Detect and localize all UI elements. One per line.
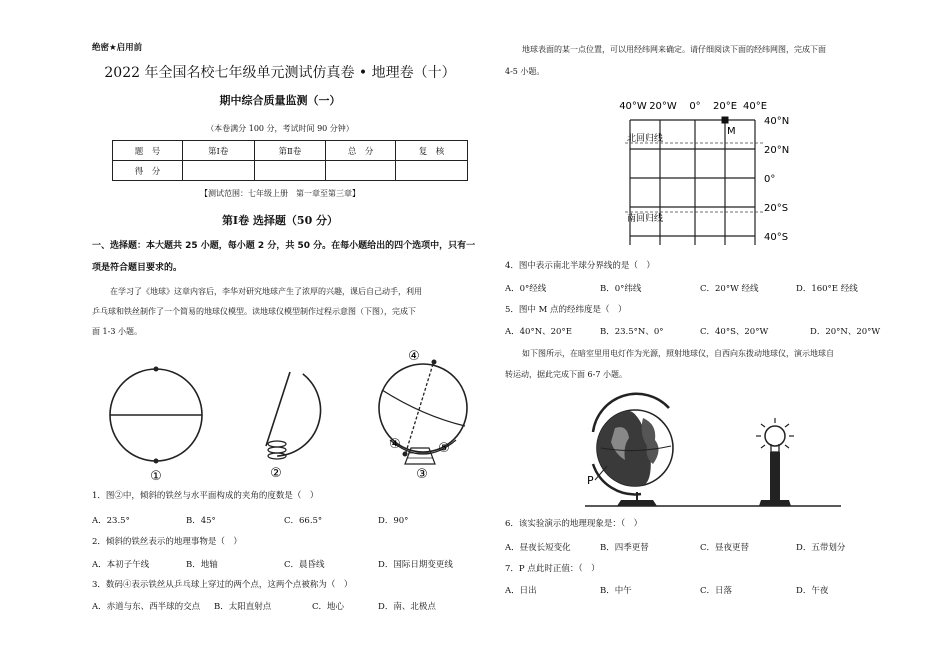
score-cell[interactable] (182, 161, 254, 181)
lat-label-20n: 20°N (764, 145, 790, 156)
q4-option-d[interactable]: D．160°E 经线 (796, 284, 858, 294)
q6-option-a[interactable]: A．昼夜长短变化 (505, 543, 571, 553)
q1-option-a[interactable]: A．23.5° (92, 516, 130, 526)
intro-line3: 面 1-3 小题。 (92, 327, 142, 336)
q5-option-a[interactable]: A．40°N、20°E (505, 327, 572, 337)
score-head-3: 总 分 (326, 141, 396, 161)
point-m-label: M (727, 126, 736, 137)
question-5-stem: 5．图中 M 点的经纬度是（ ） (505, 305, 627, 315)
score-table (112, 140, 468, 181)
q2-option-d[interactable]: D．国际日期变更线 (378, 560, 453, 570)
lon-label-40w: 40°W (619, 101, 647, 112)
globe (590, 394, 673, 506)
score-cell[interactable] (396, 161, 468, 181)
right-intro-line1: 地球表面的某一点位置，可以用经纬网来确定。请仔细阅读下面的经纬网图，完成下面 (522, 45, 826, 54)
step2-half-sphere (266, 372, 333, 466)
score-cell[interactable] (254, 161, 326, 181)
q6-option-c[interactable]: C．昼夜更替 (700, 543, 750, 553)
lat-long-grid-map (615, 90, 805, 250)
q7-option-b[interactable]: B．中午 (600, 586, 632, 596)
q1-option-c[interactable]: C．66.5° (284, 516, 323, 526)
lon-label-20e: 20°E (712, 101, 738, 112)
exam-note: （本卷满分 100 分，考试时间 90 分钟） (206, 124, 354, 133)
q4-option-b[interactable]: B．0°纬线 (600, 284, 642, 294)
instruction-line1: 一、选择题：本大题共 25 小题，每小题 2 分，共 50 分。在每小题给出的四个选项中，只有一 (92, 241, 476, 251)
lon-label-0: 0° (689, 101, 701, 112)
point-m-marker (722, 117, 729, 124)
globe-model-figure (100, 340, 480, 485)
question-6-stem: 6．该实验演示的地理现象是：（ ） (505, 519, 643, 529)
lamp (756, 418, 794, 506)
question-3-stem: 3．数码④表示铁丝从乒乓球上穿过的两个点，这两个点被称为（ ） (92, 580, 353, 590)
q4-option-c[interactable]: C．20°W 经线 (700, 284, 759, 294)
lon-label-20w: 20°W (649, 101, 677, 112)
figure1-label-5: ⑤ (438, 441, 450, 456)
secret-mark: 绝密★启用前 (92, 43, 143, 53)
point-p-label: P (587, 474, 594, 487)
question-4-stem: 4．图中表示南北半球分界线的是（ ） (505, 261, 655, 271)
score-head-2: 第Ⅱ卷 (254, 141, 326, 161)
latitude-labels (764, 116, 789, 243)
question-2-stem: 2．倾斜的铁丝表示的地理事物是（ ） (92, 537, 242, 547)
tropic-of-capricorn-label: 南回归线 (627, 214, 664, 224)
q7-option-d[interactable]: D．午夜 (796, 586, 829, 596)
right-intro-line2: 4-5 小题。 (505, 67, 545, 76)
q7-option-a[interactable]: A．日出 (505, 586, 537, 596)
q3-option-a[interactable]: A．赤道与东、西半球的交点 (92, 602, 201, 612)
right-intro2-line1: 如下图所示，在暗室里用电灯作为光源，照射地球仪，自西向东拨动地球仪，演示地球自 (522, 349, 834, 358)
q3-option-b[interactable]: B．太阳直射点 (214, 602, 272, 612)
figure1-label-3: ③ (416, 467, 428, 482)
q7-option-c[interactable]: C．日落 (700, 586, 733, 596)
step1-sphere (110, 367, 202, 464)
score-head-0: 题 号 (113, 141, 183, 161)
test-scope: 【测试范围：七年级上册 第一章至第三章】 (200, 189, 360, 198)
day-night-experiment-figure (585, 388, 845, 510)
intro-line1: 在学习了《地球》这章内容后，李华对研究地球产生了浓厚的兴趣，课后自己动手，利用 (110, 287, 422, 296)
longitude-labels (619, 101, 767, 112)
exam-subtitle: 期中综合质量监测（一） (219, 94, 341, 107)
q1-option-b[interactable]: B．45° (186, 516, 216, 526)
q5-option-b[interactable]: B．23.5°N、0° (600, 327, 664, 337)
figure1-label-2: ② (270, 466, 282, 481)
figure1-label-4-top: ④ (408, 349, 420, 364)
q2-option-b[interactable]: B．地轴 (186, 560, 218, 570)
lon-label-40e: 40°E (742, 101, 768, 112)
q5-option-c[interactable]: C．40°S、20°W (700, 327, 769, 337)
score-head-4: 复 核 (396, 141, 468, 161)
q4-option-a[interactable]: A．0°经线 (505, 284, 547, 294)
score-row-label: 得 分 (113, 161, 183, 181)
lat-label-40n: 40°N (764, 116, 790, 127)
tropic-of-cancer-label: 北回归线 (627, 134, 664, 144)
q3-option-c[interactable]: C．地心 (312, 602, 345, 612)
right-intro2-line2: 转运动，据此完成下面 6-7 小题。 (505, 370, 627, 379)
score-head-1: 第Ⅰ卷 (182, 141, 254, 161)
q6-option-b[interactable]: B．四季更替 (600, 543, 649, 553)
question-1-stem: 1．图②中，倾斜的铁丝与水平面构成的夹角的度数是（ ） (92, 491, 319, 501)
q2-option-a[interactable]: A．本初子午线 (92, 560, 150, 570)
figure1-label-4-bottom: ④ (389, 437, 401, 452)
figure1-label-1: ① (150, 469, 162, 484)
score-cell[interactable] (326, 161, 396, 181)
q1-option-d[interactable]: D．90° (378, 516, 409, 526)
intro-line2: 乒乓球和铁丝制作了一个简易的地球仪模型。读地球仪模型制作过程示意图（下图），完成下 (92, 307, 416, 316)
section1-title: 第Ⅰ卷 选择题（50 分） (221, 214, 339, 227)
lat-label-0: 0° (764, 174, 776, 185)
question-7-stem: 7．P 点此时正值：（ ） (505, 564, 600, 574)
instruction-line2: 项是符合题目要求的。 (92, 263, 183, 273)
lat-label-40s: 40°S (764, 232, 789, 243)
q6-option-d[interactable]: D．五带划分 (796, 543, 846, 553)
q5-option-d[interactable]: D．20°N、20°W (810, 327, 881, 337)
q3-option-d[interactable]: D．南、北极点 (378, 602, 436, 612)
exam-title: 2022 年全国名校七年级单元测试仿真卷 • 地理卷（十） (104, 65, 456, 81)
lat-label-20s: 20°S (764, 203, 789, 214)
q2-option-c[interactable]: C．晨昏线 (284, 560, 325, 570)
